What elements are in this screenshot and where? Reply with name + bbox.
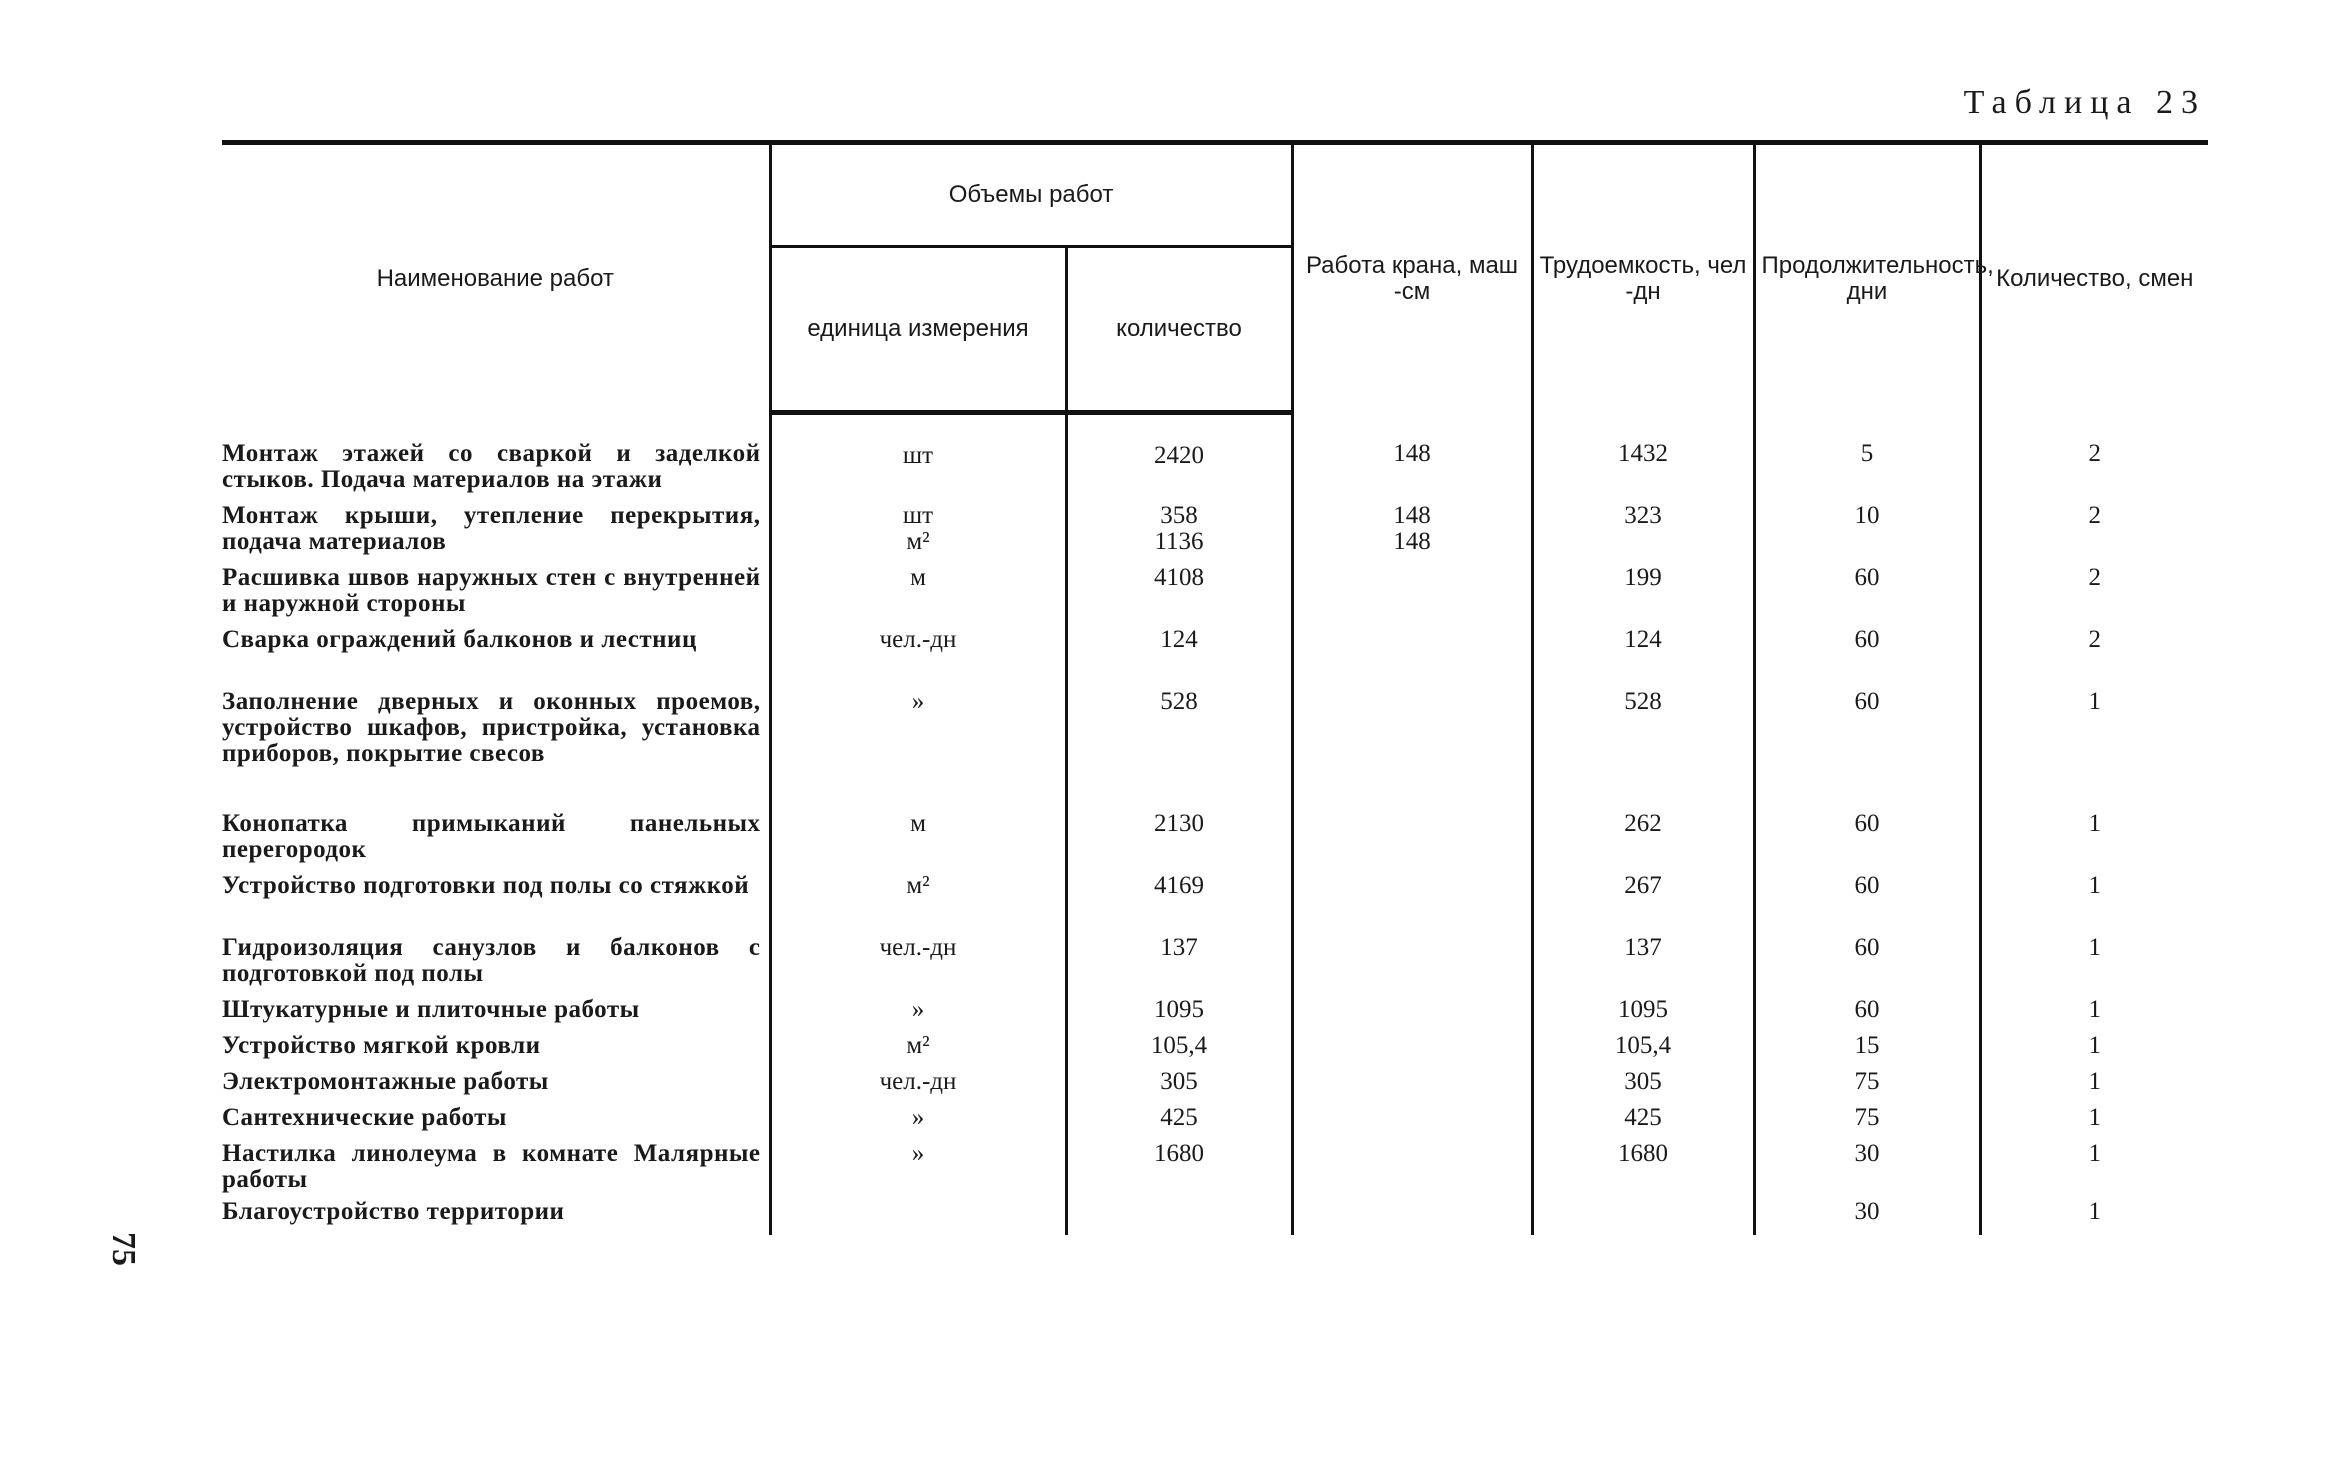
cell-labor: 425 <box>1532 1105 1754 1141</box>
header-quantity: количество <box>1066 247 1292 413</box>
header-volumes: Объемы работ <box>770 143 1292 247</box>
table-row <box>222 1199 2208 1235</box>
cell-quantity: 528 <box>1066 689 1292 811</box>
cell-name: Сантехнические работы <box>222 1103 507 1131</box>
cell-name: Конопатка примыканий панельных перегородок <box>222 809 761 863</box>
table-row <box>222 1105 2208 1141</box>
cell-name: Гидроизоляция санузлов и балконов с подготовкой под полы <box>222 933 761 987</box>
cell-unit: чел.-дн <box>770 627 1066 689</box>
cell-labor: 528 <box>1532 689 1754 811</box>
cell-duration: 5 <box>1754 413 1980 503</box>
cell-shifts: 1 <box>1980 1141 2208 1199</box>
cell-crane <box>1292 873 1532 935</box>
table-row <box>222 503 2208 565</box>
cell-unit-second-line: м² <box>906 527 930 555</box>
cell-shifts: 2 <box>1980 503 2208 565</box>
cell-crane: 148 148 <box>1292 503 1532 565</box>
table-row <box>222 811 2208 873</box>
table-row <box>222 565 2208 627</box>
cell-shifts: 1 <box>1980 1199 2208 1235</box>
cell-name: Монтаж крыши, утепление перекрытия, подача материалов <box>222 501 761 555</box>
cell-unit: » <box>770 997 1066 1033</box>
table-row <box>222 997 2208 1033</box>
cell-labor: 124 <box>1532 627 1754 689</box>
cell-shifts: 1 <box>1980 873 2208 935</box>
cell-quantity <box>1066 1199 1292 1235</box>
cell-duration: 15 <box>1754 1033 1980 1069</box>
cell-quantity: 2420 <box>1066 413 1292 503</box>
cell-duration: 75 <box>1754 1069 1980 1105</box>
works-table <box>222 140 2208 1235</box>
cell-shifts: 1 <box>1980 1033 2208 1069</box>
cell-name: Устройство подготовки под полы со стяжкой <box>222 871 750 899</box>
cell-duration: 10 <box>1754 503 1980 565</box>
table-row <box>222 1033 2208 1069</box>
cell-unit: » <box>770 689 1066 811</box>
header-duration: Продолжительность, дни <box>1754 143 1980 413</box>
table-row <box>222 873 2208 935</box>
cell-name: Сварка ограждений балконов и лестниц <box>222 625 697 653</box>
table-row <box>222 413 2208 503</box>
cell-shifts: 1 <box>1980 997 2208 1033</box>
cell-quantity: 4169 <box>1066 873 1292 935</box>
cell-name: Благоустройство территории <box>222 1197 565 1225</box>
table-row <box>222 935 2208 997</box>
cell-crane: 148 <box>1292 413 1532 503</box>
cell-quantity: 105,4 <box>1066 1033 1292 1069</box>
cell-labor: 305 <box>1532 1069 1754 1105</box>
cell-shifts: 2 <box>1980 413 2208 503</box>
cell-unit <box>770 1199 1066 1235</box>
cell-shifts: 1 <box>1980 1069 2208 1105</box>
cell-unit: м <box>770 565 1066 627</box>
cell-duration: 60 <box>1754 689 1980 811</box>
cell-duration: 60 <box>1754 627 1980 689</box>
cell-shifts: 1 <box>1980 689 2208 811</box>
cell-crane <box>1292 1141 1532 1199</box>
cell-duration: 75 <box>1754 1105 1980 1141</box>
cell-labor <box>1532 1199 1754 1235</box>
cell-duration: 60 <box>1754 873 1980 935</box>
cell-unit: » <box>770 1141 1066 1199</box>
header-name: Наименование работ <box>222 143 770 413</box>
cell-crane <box>1292 811 1532 873</box>
page-number: 75 <box>105 1232 142 1266</box>
header-unit: единица измерения <box>770 247 1066 413</box>
cell-unit: чел.-дн <box>770 935 1066 997</box>
cell-quantity: 4108 <box>1066 565 1292 627</box>
cell-crane <box>1292 627 1532 689</box>
cell-labor: 1095 <box>1532 997 1754 1033</box>
header-shifts: Количество, смен <box>1980 143 2208 413</box>
cell-shifts: 1 <box>1980 811 2208 873</box>
cell-labor: 199 <box>1532 565 1754 627</box>
cell-labor: 262 <box>1532 811 1754 873</box>
cell-duration: 60 <box>1754 565 1980 627</box>
cell-duration: 30 <box>1754 1199 1980 1235</box>
cell-unit: » <box>770 1105 1066 1141</box>
cell-quantity: 1095 <box>1066 997 1292 1033</box>
cell-crane-second-line: 148 <box>1393 527 1431 555</box>
cell-duration: 60 <box>1754 997 1980 1033</box>
cell-quantity: 305 <box>1066 1069 1292 1105</box>
cell-quantity: 2130 <box>1066 811 1292 873</box>
table-caption: Таблица 23 <box>1963 84 2206 121</box>
cell-name: Заполнение дверных и оконных проемов, устройство шкафов, пристройка, установка приборов, покрытие свесов <box>222 687 761 767</box>
cell-name: Расшивка швов наружных стен с внутренней и наружной стороны <box>222 563 761 617</box>
cell-quantity: 358 1136 <box>1066 503 1292 565</box>
cell-duration: 60 <box>1754 811 1980 873</box>
cell-quantity: 137 <box>1066 935 1292 997</box>
cell-quantity: 425 <box>1066 1105 1292 1141</box>
cell-crane <box>1292 689 1532 811</box>
cell-name: Устройство мягкой кровли <box>222 1031 541 1059</box>
cell-shifts: 1 <box>1980 1105 2208 1141</box>
header-labor: Трудоемкость, чел -дн <box>1532 143 1754 413</box>
cell-unit: м² <box>770 1033 1066 1069</box>
cell-crane <box>1292 1105 1532 1141</box>
cell-duration: 30 <box>1754 1141 1980 1199</box>
table-row <box>222 689 2208 811</box>
cell-name: Монтаж этажей со сваркой и заделкой стыков. Подача материалов на этажи <box>222 439 761 493</box>
cell-shifts: 2 <box>1980 627 2208 689</box>
table-body <box>222 413 2208 1235</box>
cell-name: Штукатурные и плиточные работы <box>222 995 640 1023</box>
cell-duration: 60 <box>1754 935 1980 997</box>
cell-unit: м <box>770 811 1066 873</box>
cell-unit: чел.-дн <box>770 1069 1066 1105</box>
cell-labor: 267 <box>1532 873 1754 935</box>
table-row <box>222 1069 2208 1105</box>
cell-unit: шт <box>770 413 1066 503</box>
cell-unit: шт м² <box>770 503 1066 565</box>
cell-labor: 323 <box>1532 503 1754 565</box>
cell-crane <box>1292 935 1532 997</box>
cell-labor: 1680 <box>1532 1141 1754 1199</box>
cell-crane <box>1292 565 1532 627</box>
cell-unit: м² <box>770 873 1066 935</box>
cell-crane <box>1292 1199 1532 1235</box>
cell-labor: 1432 <box>1532 413 1754 503</box>
cell-shifts: 1 <box>1980 935 2208 997</box>
cell-name: Настилка линолеума в комнате Малярные работы <box>222 1139 761 1193</box>
cell-quantity-second-line: 1136 <box>1154 527 1204 555</box>
cell-name: Электромонтажные работы <box>222 1067 549 1095</box>
cell-crane <box>1292 1069 1532 1105</box>
cell-quantity: 124 <box>1066 627 1292 689</box>
cell-labor: 137 <box>1532 935 1754 997</box>
table-header <box>222 143 2208 413</box>
cell-crane <box>1292 997 1532 1033</box>
cell-labor: 105,4 <box>1532 1033 1754 1069</box>
table-row <box>222 627 2208 689</box>
cell-quantity: 1680 <box>1066 1141 1292 1199</box>
cell-crane <box>1292 1033 1532 1069</box>
header-crane: Работа крана, маш -см <box>1292 143 1532 413</box>
table-row <box>222 1141 2208 1199</box>
cell-shifts: 2 <box>1980 565 2208 627</box>
